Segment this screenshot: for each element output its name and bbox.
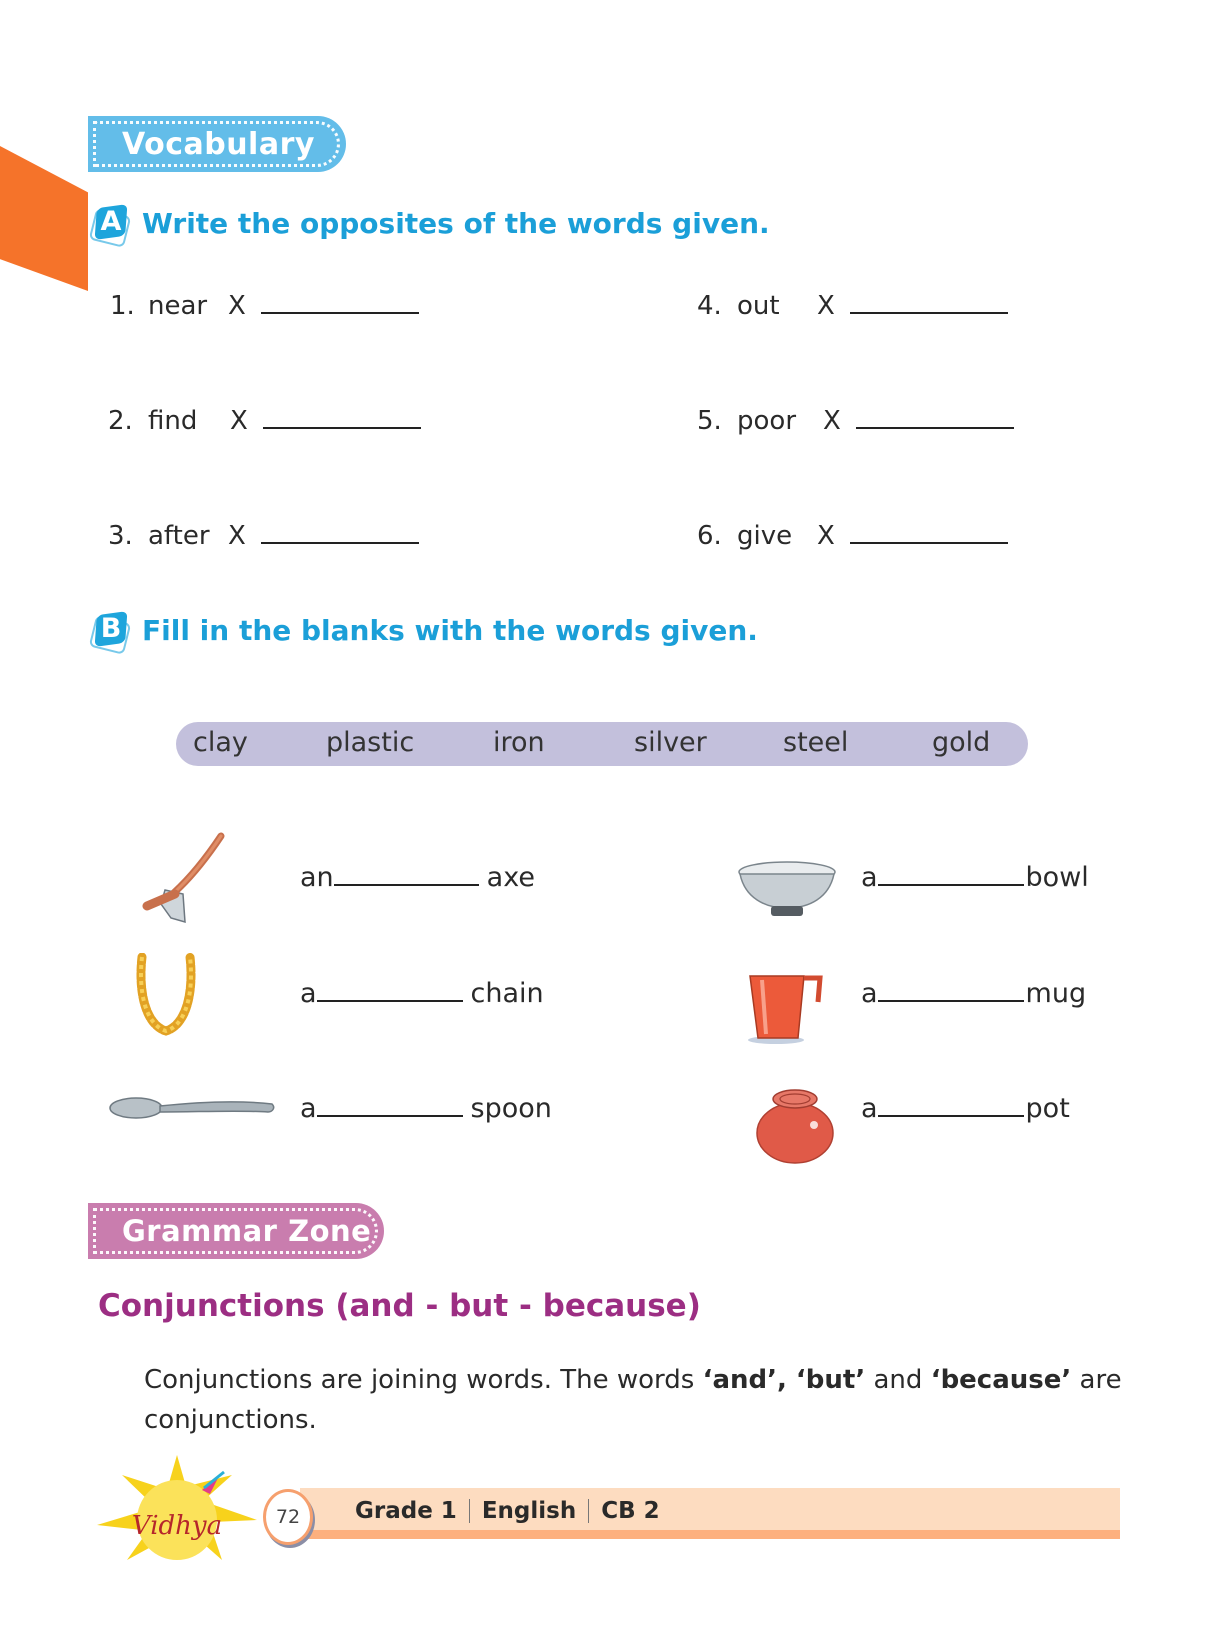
answer-blank[interactable]: [856, 401, 1014, 429]
fill-item-mug: a mug: [861, 974, 1086, 1009]
opposite-item-1: 1. near X: [110, 286, 419, 321]
exercise-a-heading: [92, 204, 770, 242]
word-bank-item: silver: [634, 727, 707, 758]
clay-pot-picture-icon: [752, 1085, 838, 1165]
exercise-b-heading: [92, 611, 758, 649]
opposite-item-6: 6. give X: [697, 516, 1008, 551]
answer-blank[interactable]: [334, 858, 479, 886]
opposite-item-5: 5. poor X: [697, 401, 1014, 436]
opposite-item-4: 4. out X: [697, 286, 1008, 321]
vocabulary-badge: [88, 116, 346, 172]
conjunctions-definition: Conjunctions are joining words. The words ‘and’, ‘but’ and ‘because’ are conjunctions.: [144, 1365, 1122, 1435]
steel-bowl-picture-icon: [735, 858, 839, 922]
gold-chain-picture-icon: [134, 953, 199, 1038]
fill-item-spoon: a spoon: [300, 1089, 552, 1124]
answer-blank[interactable]: [261, 286, 419, 314]
footer-line: [300, 1530, 1120, 1539]
divider: [588, 1499, 589, 1523]
side-tab-decoration: [0, 146, 88, 291]
exercise-b-instruction: Fill in the blanks with the words given.: [142, 613, 758, 647]
opposite-item-3: 3. after X: [108, 516, 419, 551]
exercise-a-instruction: Write the opposites of the words given.: [142, 206, 770, 240]
vocabulary-badge-label: Vocabulary: [122, 126, 315, 162]
word-bank-item: clay: [193, 727, 248, 758]
conjunctions-title: Conjunctions (and - but - because): [98, 1288, 701, 1324]
letter-a-icon: A: [92, 204, 130, 242]
answer-blank[interactable]: [317, 974, 463, 1002]
word-bank-item: iron: [493, 727, 545, 758]
fill-item-bowl: a bowl: [861, 858, 1089, 893]
fill-item-chain: a chain: [300, 974, 544, 1009]
grammar-zone-badge: [88, 1203, 384, 1259]
answer-blank[interactable]: [850, 516, 1008, 544]
word-bank-item: steel: [783, 727, 849, 758]
grammar-zone-badge-label: Grammar Zone: [122, 1214, 372, 1248]
answer-blank[interactable]: [261, 516, 419, 544]
page-number: 72: [263, 1489, 313, 1545]
plastic-mug-picture-icon: [744, 970, 829, 1046]
answer-blank[interactable]: [263, 401, 421, 429]
axe-picture-icon: [135, 830, 225, 925]
answer-blank[interactable]: [850, 286, 1008, 314]
fill-item-pot: a pot: [861, 1089, 1070, 1124]
vidhya-logo-icon: [92, 1450, 262, 1565]
answer-blank[interactable]: [878, 858, 1024, 886]
fill-item-axe: an axe: [300, 858, 535, 893]
word-bank-item: gold: [932, 727, 991, 758]
footer-book-info: Grade 1 English CB 2: [355, 1498, 660, 1524]
answer-blank[interactable]: [878, 1089, 1024, 1117]
word-bank: [176, 722, 1028, 766]
answer-blank[interactable]: [317, 1089, 463, 1117]
letter-b-icon: B: [92, 611, 130, 649]
answer-blank[interactable]: [878, 974, 1024, 1002]
spoon-picture-icon: [108, 1090, 278, 1126]
divider: [469, 1499, 470, 1523]
svg-text:Vidhya: Vidhya: [131, 1511, 223, 1541]
word-bank-item: plastic: [326, 727, 415, 758]
opposite-item-2: 2. find X: [108, 401, 421, 436]
